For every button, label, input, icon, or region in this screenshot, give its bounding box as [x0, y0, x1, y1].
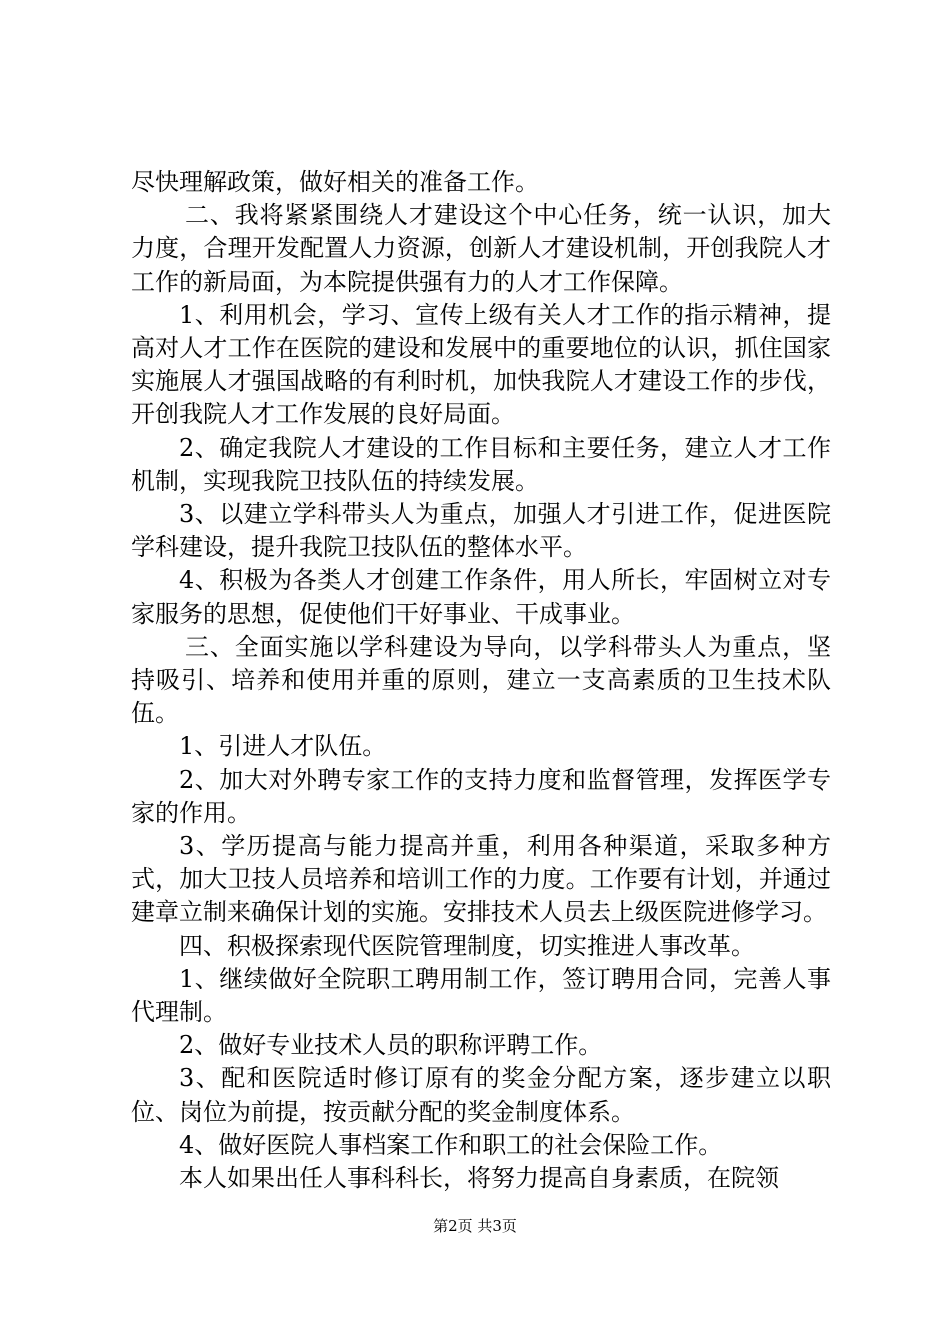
paragraph-section-3: 三、全面实施以学科建设为导向，以学科带头人为重点，坚持吸引、培养和使用并重的原则，建立一支高素质的卫生技术队伍。	[131, 632, 831, 728]
paragraph-2-2: 2、确定我院人才建设的工作目标和主要任务，建立人才工作机制，实现我院卫技队伍的持续发展。	[131, 433, 831, 495]
paragraph-section-2: 二、我将紧紧围绕人才建设这个中心任务，统一认识，加大力度，合理开发配置人力资源，创新人才建设机制，开创我院人才工作的新局面，为本院提供强有力的人才工作保障。	[131, 201, 831, 296]
paragraph-3-3: 3、学历提高与能力提高并重，利用各种渠道，采取多种方式，加大卫技人员培养和培训工作的力度。工作要有计划，并通过建章立制来确保计划的实施。安排技术人员去上级医院进修学习。	[131, 832, 831, 927]
page-footer	[0, 1215, 950, 1236]
paragraph-3-1: 1、引进人才队伍。	[179, 732, 387, 761]
paragraph-4-1: 1、继续做好全院职工聘用制工作，签订聘用合同，完善人事代理制。	[131, 964, 831, 1027]
paragraph-continuation: 尽快理解政策，做好相关的准备工作。	[131, 168, 539, 196]
paragraph-4-2: 2、做好专业技术人员的职称评聘工作。	[179, 1031, 603, 1060]
paragraph-2-3: 3、以建立学科带头人为重点，加强人才引进工作，促进医院学科建设，提升我院卫技队伍的整体水平。	[131, 500, 831, 562]
paragraph-closing: 本人如果出任人事科科长，将努力提高自身素质，在院领	[179, 1164, 779, 1193]
document-body	[131, 166, 831, 1195]
page-number: 第2页 共3页	[433, 1217, 517, 1235]
paragraph-2-1: 1、利用机会，学习、宣传上级有关人才工作的指示精神，提高对人才工作在医院的建设和发展中的重要地位的认识，抓住国家实施展人才强国战略的有利时机，加快我院人才建设工作的步伐，开创我院人才工作发展的良好局面。	[131, 300, 831, 429]
paragraph-4-3: 3、配和医院适时修订原有的奖金分配方案，逐步建立以职位、岗位为前提，按贡献分配的奖金制度体系。	[131, 1064, 831, 1126]
paragraph-4-4: 4、做好医院人事档案工作和职工的社会保险工作。	[179, 1130, 723, 1159]
paragraph-section-4: 四、积极探索现代医院管理制度，切实推进人事改革。	[179, 931, 755, 960]
paragraph-2-4: 4、积极为各类人才创建工作条件，用人所长，牢固树立对专家服务的思想，促使他们干好事业、干成事业。	[131, 566, 831, 628]
paragraph-3-2: 2、加大对外聘专家工作的支持力度和监督管理，发挥医学专家的作用。	[131, 765, 831, 827]
